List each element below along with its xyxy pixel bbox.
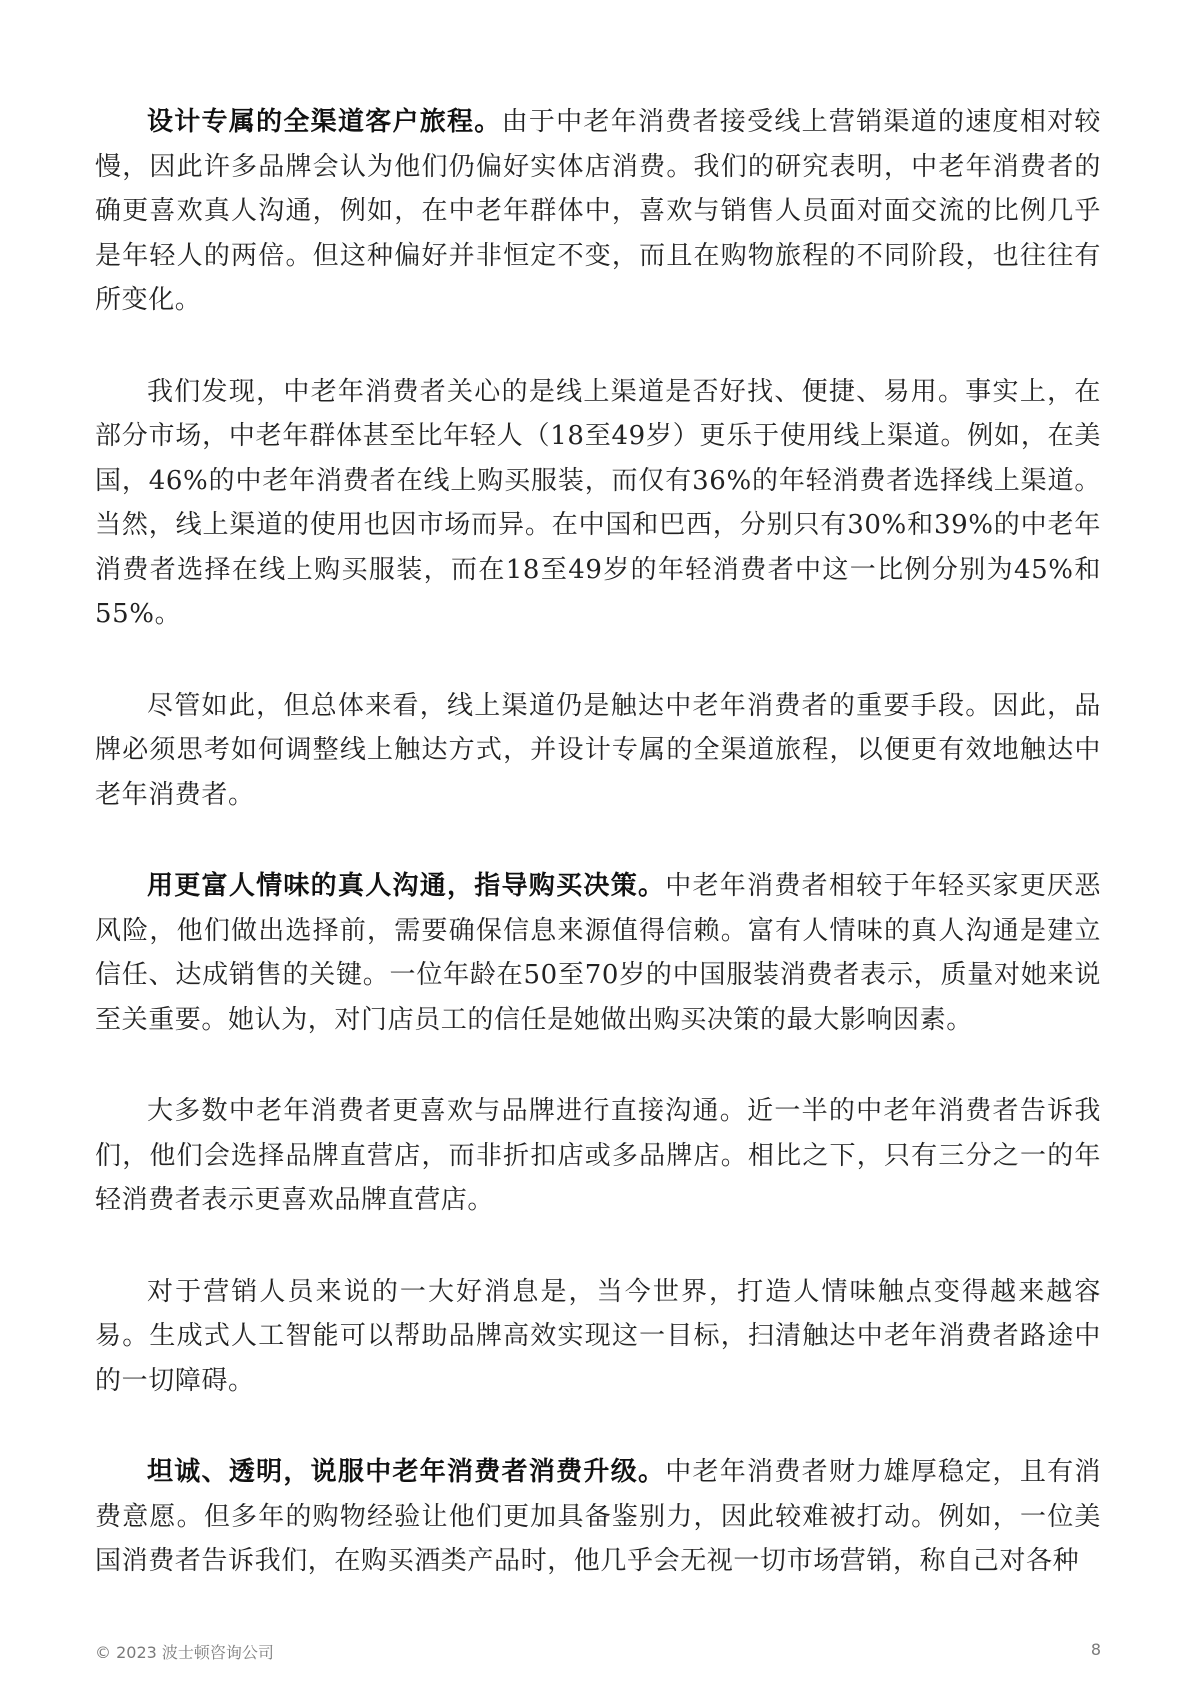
paragraph-text: 中老年消费者相较于年轻买家更厌恶风险，他们做出选择前，需要确保信息来源值得信赖。富有人情味的真人沟通是建立信任、达成销售的关键。一位年龄在50至70岁的中国服装消费者表示，质量对她来说至关重要。她认为，对门店员工的信任是她做出购买决策的最大影响因素。 (95, 871, 1101, 1035)
paragraph-transparency-upgrade (95, 1450, 1101, 1584)
paragraph-omnichannel-journey (95, 100, 1101, 323)
paragraph-generative-ai (95, 1270, 1101, 1404)
paragraph-lead-heading: 设计专属的全渠道客户旅程。 (147, 107, 502, 137)
paragraph-text: 我们发现，中老年消费者关心的是线上渠道是否好找、便捷、易用。事实上，在部分市场，中老年群体甚至比年轻人（18至49岁）更乐于使用线上渠道。例如，在美国，46%的中老年消费者在线上购买服装，而仅有36%的年轻消费者选择线上渠道。当然，线上渠道的使用也因市场而异。在中国和巴西，分别只有30%和39%的中老年消费者选择在线上购买服装，而在18至49岁的年轻消费者中这一比例分别为45%和55%。 (95, 376, 1101, 629)
copyright-notice: © 2023 波士顿咨询公司 (95, 1643, 274, 1662)
paragraph-lead-heading: 用更富人情味的真人沟通，指导购买决策。 (147, 871, 666, 901)
paragraph-text: 大多数中老年消费者更喜欢与品牌进行直接沟通。近一半的中老年消费者告诉我们，他们会选择品牌直营店，而非折扣店或多品牌店。相比之下，只有三分之一的年轻消费者表示更喜欢品牌直营店。 (95, 1096, 1101, 1215)
paragraph-online-channel-importance (95, 684, 1101, 818)
paragraph-human-communication (95, 864, 1101, 1042)
paragraph-text: 中老年消费者财力雄厚稳定，且有消费意愿。但多年的购物经验让他们更加具备鉴别力，因此较难被打动。例如，一位美国消费者告诉我们，在购买酒类产品时，他几乎会无视一切市场营销，称自己对各种 (95, 1457, 1101, 1576)
paragraph-lead-heading: 坦诚、透明，说服中老年消费者消费升级。 (147, 1457, 666, 1487)
page-footer (95, 1640, 1101, 1664)
paragraph-text: 尽管如此，但总体来看，线上渠道仍是触达中老年消费者的重要手段。因此，品牌必须思考如何调整线上触达方式，并设计专属的全渠道旅程，以便更有效地触达中老年消费者。 (95, 690, 1101, 810)
paragraph-text: 由于中老年消费者接受线上营销渠道的速度相对较慢，因此许多品牌会认为他们仍偏好实体店消费。我们的研究表明，中老年消费者的确更喜欢真人沟通，例如，在中老年群体中，喜欢与销售人员面对面交流的比例几乎是年轻人的两倍。但这种偏好并非恒定不变，而且在购物旅程的不同阶段，也往往有所变化。 (95, 107, 1101, 315)
page-number: 8 (1090, 1640, 1101, 1659)
paragraph-direct-brand-communication (95, 1089, 1101, 1223)
article-body (95, 100, 1101, 1631)
paragraph-online-channel-findings (95, 370, 1101, 637)
paragraph-text: 对于营销人员来说的一大好消息是，当今世界，打造人情味触点变得越来越容易。生成式人工智能可以帮助品牌高效实现这一目标，扫清触达中老年消费者路途中的一切障碍。 (95, 1276, 1101, 1396)
